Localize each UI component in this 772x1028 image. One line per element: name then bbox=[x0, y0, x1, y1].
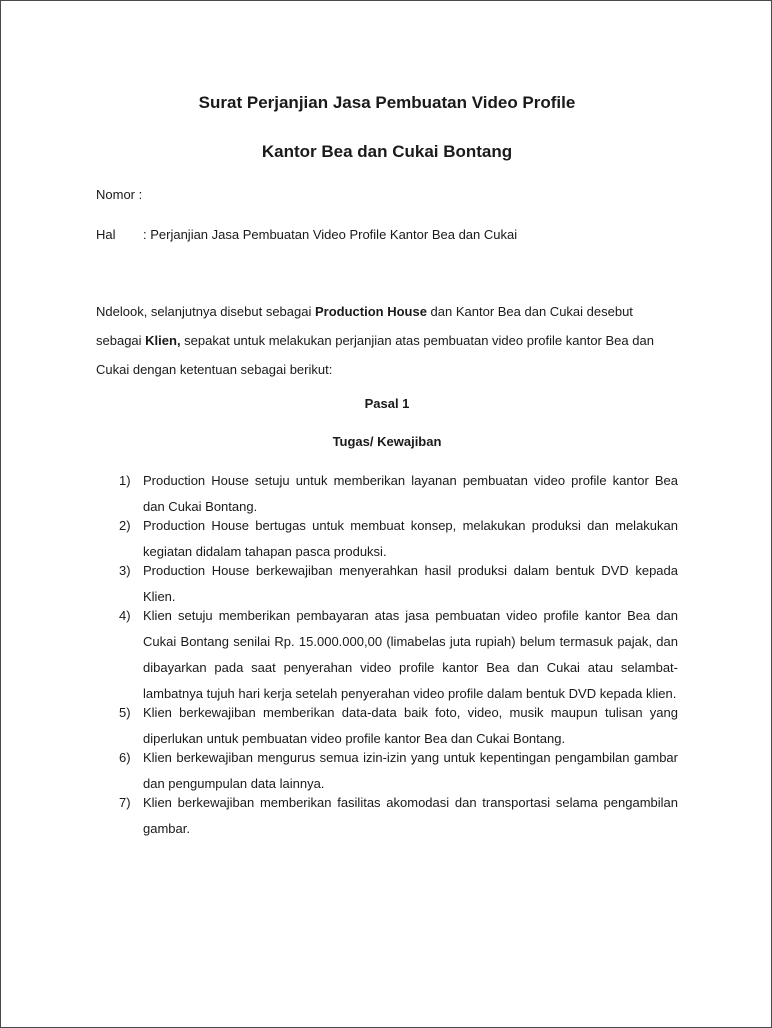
intro-text-2: dan Kantor Bea dan Cukai desebut sebagai bbox=[96, 304, 633, 348]
list-item bbox=[96, 603, 678, 707]
list-item-text: Production House setuju untuk memberikan layanan pembuatan video profile kantor Bea dan Cukai Bontang. bbox=[143, 473, 678, 514]
list-item-text: Klien berkewajiban mengurus semua izin-izin yang untuk kepentingan pengambilan gambar dan pengumpulan data lainnya. bbox=[143, 750, 678, 791]
intro-paragraph bbox=[96, 297, 678, 384]
list-item-text: Production House berkewajiban menyerahkan hasil produksi dalam bentuk DVD kepada Klien. bbox=[143, 563, 678, 604]
intro-text-3: sepakat untuk melakukan perjanjian atas pembuatan video profile kantor Bea dan Cukai dengan ketentuan sebagai berikut: bbox=[96, 333, 654, 377]
hal-label: Hal bbox=[96, 227, 116, 242]
list-item-number: 3) bbox=[119, 563, 131, 578]
nomor-field: Nomor : bbox=[96, 187, 143, 202]
list-item-number: 2) bbox=[119, 518, 131, 533]
list-item-text: Klien berkewajiban memberikan fasilitas akomodasi dan transportasi selama pengambilan gambar. bbox=[143, 795, 678, 836]
list-item-text: Klien setuju memberikan pembayaran atas jasa pembuatan video profile kantor Bea dan Cukai Bontang senilai Rp. 15.000.000,00 (limabelas juta rupiah) belum termasuk pajak, dan dibayarkan pada saat penyerahan video profile kantor Bea dan Cukai atau selambat-lambatnya tujuh hari kerja setelah penyerahan video profile dalam bentuk DVD kepada klien. bbox=[143, 608, 678, 701]
list-item-text: Production House bertugas untuk membuat konsep, melakukan produksi dan melakukan kegiatan didalam tahapan pasca produksi. bbox=[143, 518, 678, 559]
list-item-number: 5) bbox=[119, 705, 131, 720]
intro-production-house: Production House bbox=[314, 304, 427, 319]
intro-klien: Klien, bbox=[145, 333, 181, 348]
list-item-number: 4) bbox=[119, 608, 131, 623]
hal-field bbox=[96, 227, 517, 242]
document-title: Surat Perjanjian Jasa Pembuatan Video Profile bbox=[198, 93, 576, 112]
list-item-text: Klien berkewajiban memberikan data-data baik foto, video, musik maupun tulisan yang diperlukan untuk pembuatan video profile kantor Bea dan Cukai Bontang. bbox=[143, 705, 678, 746]
pasal-heading: Pasal 1 bbox=[364, 396, 410, 411]
list-item-number: 1) bbox=[119, 473, 131, 488]
list-item-number: 7) bbox=[119, 795, 131, 810]
hal-value: : Perjanjian Jasa Pembuatan Video Profile Kantor Bea dan Cukai bbox=[143, 227, 518, 242]
document-subtitle: Kantor Bea dan Cukai Bontang bbox=[261, 142, 513, 161]
obligation-list bbox=[96, 468, 678, 835]
section-heading: Tugas/ Kewajiban bbox=[332, 434, 442, 449]
intro-text-1: Ndelook, selanjutnya disebut sebagai bbox=[96, 304, 315, 319]
list-item bbox=[96, 790, 678, 842]
list-item-number: 6) bbox=[119, 750, 131, 765]
